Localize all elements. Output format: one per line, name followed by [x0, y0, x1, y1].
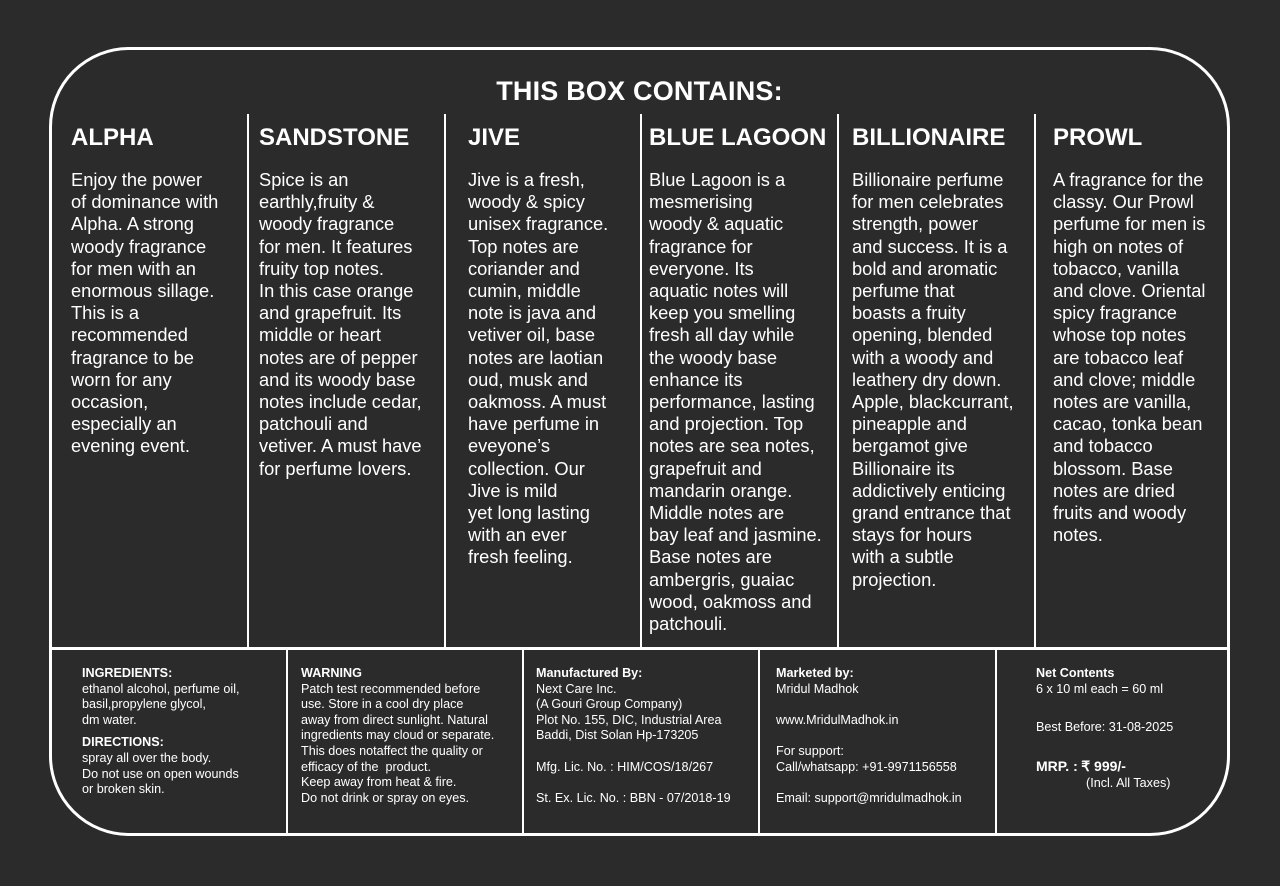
mfg-license: Mfg. Lic. No. : HIM/COS/18/267	[536, 759, 714, 774]
warning-line: ingredients may cloud or separate.	[301, 728, 495, 743]
ingredients-line: basil,propylene glycol,	[82, 697, 206, 712]
product-description: Billionaire perfume for men celebrates strength, power and success. It is a bold and aromatic perfume that boasts a fruity opening, blended with a woody and leathery dry down. Apple, blackcurrant, pineapple and bergamot give Billionaire its addictively enticing grand entrance that stays for hours with a subtle projection.	[852, 169, 1014, 590]
directions-line: spray all over the body.	[82, 750, 212, 765]
product-name: PROWL	[1053, 124, 1143, 151]
support-email: Email: support@mridulmadhok.in	[776, 790, 962, 805]
product-name: BILLIONAIRE	[852, 124, 1006, 151]
st-ex-license: St. Ex. Lic. No. : BBN - 07/2018-19	[536, 790, 731, 805]
product-description: Enjoy the power of dominance with Alpha. A strong woody fragrance for men with an enormous sillage. This is a recommended fragrance to be worn for any occasion, especially an evening event.	[71, 169, 219, 457]
product-prowl	[1034, 114, 1230, 647]
directions-line: or broken skin.	[82, 782, 165, 797]
warning-line: use. Store in a cool dry place	[301, 697, 464, 712]
marketer-name: Mridul Madhok	[776, 681, 859, 696]
product-description: Spice is an earthly,fruity & woody fragrance for men. It features fruity top notes. In this case orange and grapefruit. Its middle or heart notes are of pepper and its woody base notes include cedar, patchouli and vetiver. A must have for perfume lovers.	[259, 169, 422, 479]
best-before: Best Before: 31-08-2025	[1036, 719, 1174, 734]
manufacturer-heading: Manufactured By:	[536, 666, 643, 680]
product-name: BLUE LAGOON	[649, 124, 827, 151]
manufacturer-section	[522, 650, 758, 833]
net-contents-heading: Net Contents	[1036, 666, 1115, 680]
warning-heading: WARNING	[301, 666, 362, 680]
warning-line: This does notaffect the quality or	[301, 743, 483, 758]
support-phone: Call/whatsapp: +91-9971156558	[776, 759, 957, 774]
taxes-note: (Incl. All Taxes)	[1086, 775, 1171, 790]
product-grid	[52, 114, 1227, 650]
net-contents-value: 6 x 10 ml each = 60 ml	[1036, 681, 1164, 696]
ingredients-heading: INGREDIENTS:	[82, 666, 173, 680]
product-box-panel	[49, 47, 1230, 836]
support-label: For support:	[776, 743, 844, 758]
manufacturer-group: (A Gouri Group Company)	[536, 697, 683, 712]
manufacturer-company: Next Care Inc.	[536, 681, 617, 696]
warning-line: Patch test recommended before	[301, 681, 481, 696]
ingredients-line: ethanol alcohol, perfume oil,	[82, 681, 240, 696]
warning-line: Keep away from heat & fire.	[301, 775, 457, 790]
product-name: ALPHA	[71, 124, 154, 151]
product-blue-lagoon	[640, 114, 837, 647]
mrp-value: ₹ 999/-	[1081, 758, 1126, 775]
product-alpha	[52, 114, 247, 647]
ingredients-directions-section	[52, 650, 286, 833]
warning-section	[286, 650, 522, 833]
ingredients-line: dm water.	[82, 712, 137, 727]
warning-line: Do not drink or spray on eyes.	[301, 790, 469, 805]
marketer-section	[758, 650, 995, 833]
product-sandstone	[247, 114, 444, 647]
directions-line: Do not use on open wounds	[82, 766, 239, 781]
warning-line: efficacy of the product.	[301, 759, 431, 774]
box-title: THIS BOX CONTAINS:	[496, 76, 783, 106]
net-contents-section	[995, 650, 1230, 833]
product-description: A fragrance for the classy. Our Prowl perfume for men is high on notes of tobacco, vanilla and clove. Oriental spicy fragrance whose top notes are tobacco leaf and clove; middle notes are vanilla, cacao, tonka bean and tobacco blossom. Base notes are dried fruits and woody notes.	[1053, 169, 1206, 546]
product-name: SANDSTONE	[259, 124, 410, 151]
product-name: JIVE	[468, 124, 521, 151]
warning-line: away from direct sunlight. Natural	[301, 712, 488, 727]
manufacturer-address: Baddi, Dist Solan Hp-173205	[536, 728, 699, 743]
manufacturer-address: Plot No. 155, DIC, Industrial Area	[536, 712, 722, 727]
product-billionaire	[837, 114, 1034, 647]
product-description: Jive is a fresh, woody & spicy unisex fragrance. Top notes are coriander and cumin, middle note is java and vetiver oil, base notes are laotian oud, musk and oakmoss. A must have perfume in eveyone’s collection. Our Jive is mild yet long lasting with an ever fresh feeling.	[468, 169, 609, 568]
mrp-row	[1036, 759, 1230, 776]
directions-heading: DIRECTIONS:	[82, 735, 164, 750]
product-jive	[444, 114, 640, 647]
marketer-heading: Marketed by:	[776, 666, 854, 680]
info-grid	[52, 650, 1227, 833]
mrp-label: MRP. :	[1036, 758, 1078, 775]
product-description: Blue Lagoon is a mesmerising woody & aquatic fragrance for everyone. Its aquatic notes will keep you smelling fresh all day while the woody base enhance its performance, lasting and projection. Top notes are sea notes, grapefruit and mandarin orange. Middle notes are bay leaf and jasmine. Base notes are ambergris, guaiac wood, oakmoss and patchouli.	[649, 169, 822, 635]
marketer-website: www.MridulMadhok.in	[776, 712, 899, 727]
